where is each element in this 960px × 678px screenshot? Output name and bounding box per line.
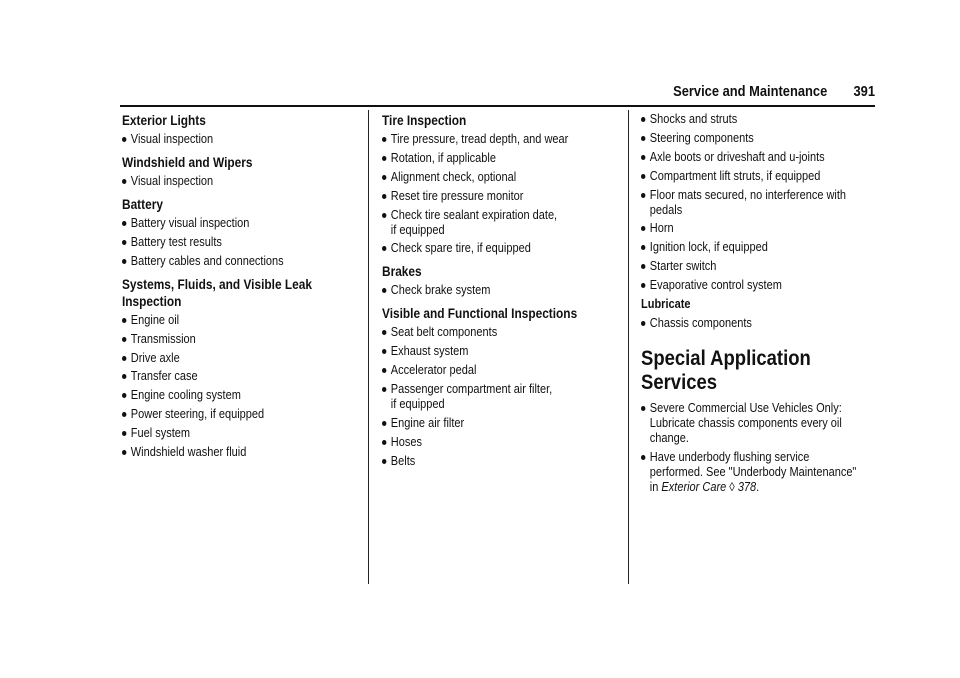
- list-item: Reset tire pressure monitor: [382, 189, 616, 204]
- item-line: Have underbody flushing service: [649, 449, 810, 464]
- list-item: Starter switch: [641, 259, 880, 274]
- list-item: Shocks and struts: [641, 112, 880, 127]
- list-item: Engine cooling system: [122, 388, 356, 403]
- list-item: Horn: [641, 221, 880, 236]
- item-line: Severe Commercial Use Vehicles Only:: [649, 401, 842, 416]
- page-header: [120, 83, 875, 107]
- list-special-services: [641, 401, 880, 495]
- list-item: Visual inspection: [122, 174, 356, 189]
- item-line: change.: [649, 431, 689, 446]
- list-item: Chassis components: [641, 316, 880, 331]
- list-item: Engine air filter: [382, 416, 616, 431]
- list-item: Steering components: [641, 131, 880, 146]
- list-item: Drive axle: [122, 351, 356, 366]
- list-item: Engine oil: [122, 313, 356, 328]
- list-item: Ignition lock, if equipped: [641, 240, 880, 255]
- section-heading-battery: Battery: [122, 197, 163, 212]
- list-item: Belts: [382, 454, 616, 469]
- list-item: Check brake system: [382, 283, 616, 298]
- heading-line: Systems, Fluids, and Visible Leak: [122, 276, 312, 292]
- item-line: if equipped: [390, 397, 445, 412]
- item-line: Passenger compartment air filter,: [390, 382, 553, 397]
- section-heading-systems-fluids: [122, 276, 356, 310]
- list-item: Battery visual inspection: [122, 216, 356, 231]
- list-item: Check spare tire, if equipped: [382, 241, 616, 256]
- section-heading-tire-inspection: Tire Inspection: [382, 113, 467, 128]
- list-item: Windshield washer fluid: [122, 445, 356, 460]
- section-heading-brakes: Brakes: [382, 264, 422, 280]
- column-divider-1: [368, 110, 369, 584]
- list-item: [641, 450, 880, 495]
- list-item: Evaporative control system: [641, 278, 880, 293]
- list-item: Alignment check, optional: [382, 170, 616, 185]
- list-exterior-lights: [122, 132, 356, 147]
- list-item: Battery test results: [122, 235, 356, 250]
- list-item: Hoses: [382, 435, 616, 450]
- list-brakes: [382, 283, 616, 298]
- list-item: Exhaust system: [382, 344, 616, 359]
- item-line: pedals: [649, 202, 683, 217]
- header-title: Service and Maintenance: [672, 83, 827, 100]
- section-heading-visible-functional: Visible and Functional Inspections: [382, 306, 578, 322]
- page-number: 391: [853, 83, 875, 100]
- list-item: Visual inspection: [122, 132, 356, 147]
- column-3: [641, 112, 881, 499]
- period: .: [756, 479, 760, 494]
- list-item: [641, 401, 880, 446]
- column-divider-2: [628, 110, 629, 584]
- list-item: Axle boots or driveshaft and u-joints: [641, 150, 880, 165]
- item-line-prefix: in: [649, 479, 659, 494]
- item-line: Check tire sealant expiration date,: [390, 207, 558, 222]
- column-2: [382, 112, 617, 473]
- item-line: if equipped: [390, 222, 445, 237]
- list-item: [382, 208, 616, 238]
- list-item: [641, 188, 880, 218]
- list-item: Transfer case: [122, 369, 356, 384]
- lubricate-label: Lubricate: [641, 297, 691, 312]
- list-lubricate: [641, 316, 880, 331]
- list-item: Power steering, if equipped: [122, 407, 356, 422]
- list-battery: [122, 216, 356, 269]
- list-item: Tire pressure, tread depth, and wear: [382, 132, 616, 147]
- section-heading-windshield: Windshield and Wipers: [122, 155, 253, 170]
- item-line: Floor mats secured, no interference with: [649, 187, 847, 202]
- special-services-title: Special Application Services: [641, 347, 811, 395]
- exterior-care-link[interactable]: Exterior Care: [661, 479, 727, 494]
- list-systems-fluids: [122, 313, 356, 460]
- list-item: Accelerator pedal: [382, 363, 616, 378]
- list-item: Rotation, if applicable: [382, 151, 616, 166]
- list-item: Compartment lift struts, if equipped: [641, 169, 880, 184]
- heading-line: Inspection: [122, 293, 182, 309]
- list-item: [382, 382, 616, 412]
- item-line: performed. See "Underbody Maintenance": [649, 464, 857, 479]
- column-1: [122, 112, 357, 464]
- section-heading-exterior-lights: Exterior Lights: [122, 113, 206, 128]
- list-windshield: [122, 174, 356, 189]
- list-item: Transmission: [122, 332, 356, 347]
- list-item: Fuel system: [122, 426, 356, 441]
- item-line: Lubricate chassis components every oil: [649, 416, 842, 431]
- list-tire-inspection: [382, 132, 616, 256]
- list-item: Seat belt components: [382, 325, 616, 340]
- page-ref-arrow-icon: ◊: [729, 479, 735, 494]
- list-visible-functional: [382, 325, 616, 468]
- page-ref-number[interactable]: 378: [737, 479, 757, 494]
- list-item: Battery cables and connections: [122, 254, 356, 269]
- list-continued-inspections: [641, 112, 880, 293]
